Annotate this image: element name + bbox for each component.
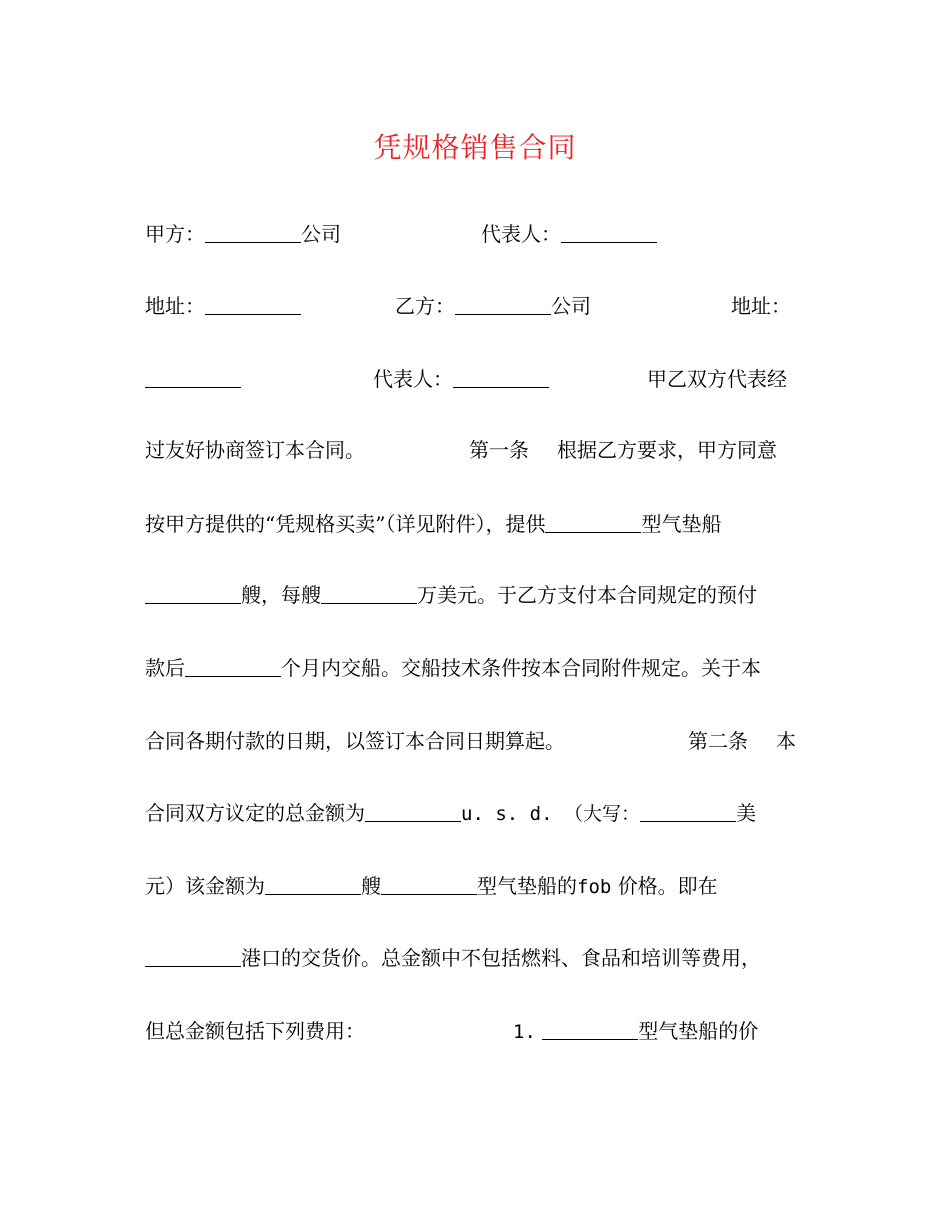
fill-blank (205, 218, 301, 243)
text-segment: 艘，每艘 万美元。于乙方支付本合同规定的预付 (145, 577, 757, 613)
text-line-6 (0, 577, 950, 613)
fill-blank (265, 870, 361, 895)
text-line-1 (0, 216, 950, 252)
text-line-10 (0, 868, 950, 904)
text-segment: 第一条 (469, 438, 529, 462)
text-segment: 第二条 (688, 729, 748, 753)
text-segment: 过友好协商签订本合同。 (145, 438, 365, 462)
fill-blank (453, 363, 549, 388)
text-segment: 1. 型气垫船的价 (513, 1013, 758, 1050)
fill-blank (455, 290, 551, 315)
text-segment (145, 361, 241, 397)
text-segment: 代表人： (481, 216, 657, 252)
fill-blank (145, 942, 241, 967)
fill-blank (321, 579, 417, 604)
text-segment: 按甲方提供的“凭规格买卖”（详见附件），提供 型气垫船 (145, 506, 721, 542)
text-line-2 (0, 288, 950, 324)
fill-blank (545, 508, 641, 533)
text-line-9 (0, 795, 950, 831)
text-line-11 (0, 940, 950, 976)
text-segment: 乙方： 公司 (395, 288, 591, 324)
text-line-8 (0, 723, 950, 759)
fill-blank (365, 797, 461, 822)
text-line-5 (0, 506, 950, 542)
text-segment: 地址： (145, 288, 301, 324)
fill-blank (640, 797, 736, 822)
text-line-12 (0, 1013, 950, 1049)
text-segment: 根据乙方要求，甲方同意 (557, 438, 777, 462)
fill-blank (185, 652, 281, 677)
fill-blank (145, 579, 241, 604)
text-segment: 代表人： (373, 361, 549, 397)
fill-blank (561, 218, 657, 243)
text-segment: 本 (776, 729, 796, 753)
fill-blank (205, 290, 301, 315)
text-segment: 港口的交货价。总金额中不包括燃料、食品和培训等费用， (145, 940, 761, 976)
text-line-7 (0, 650, 950, 686)
fill-blank (542, 1015, 638, 1040)
fill-blank (381, 870, 477, 895)
text-segment: 地址： (731, 294, 791, 318)
text-segment: 合同双方议定的总金额为 u. s. d. （大写： 美 (145, 795, 756, 832)
text-segment: 甲方： 公司 (145, 216, 341, 252)
text-line-4 (0, 432, 950, 468)
text-segment: 合同各期付款的日期，以签订本合同日期算起。 (145, 729, 565, 753)
text-line-3 (0, 361, 950, 397)
fill-blank (145, 363, 241, 388)
text-segment: 甲乙双方代表经 (647, 367, 787, 391)
page-title: 凭规格销售合同 (373, 131, 577, 164)
text-segment: 元）该金额为 艘 型气垫船的fob 价格。即在 (145, 868, 718, 905)
text-segment: 款后 个月内交船。交船技术条件按本合同附件规定。关于本 (145, 650, 761, 686)
text-segment: 但总金额包括下列费用： (145, 1019, 365, 1043)
